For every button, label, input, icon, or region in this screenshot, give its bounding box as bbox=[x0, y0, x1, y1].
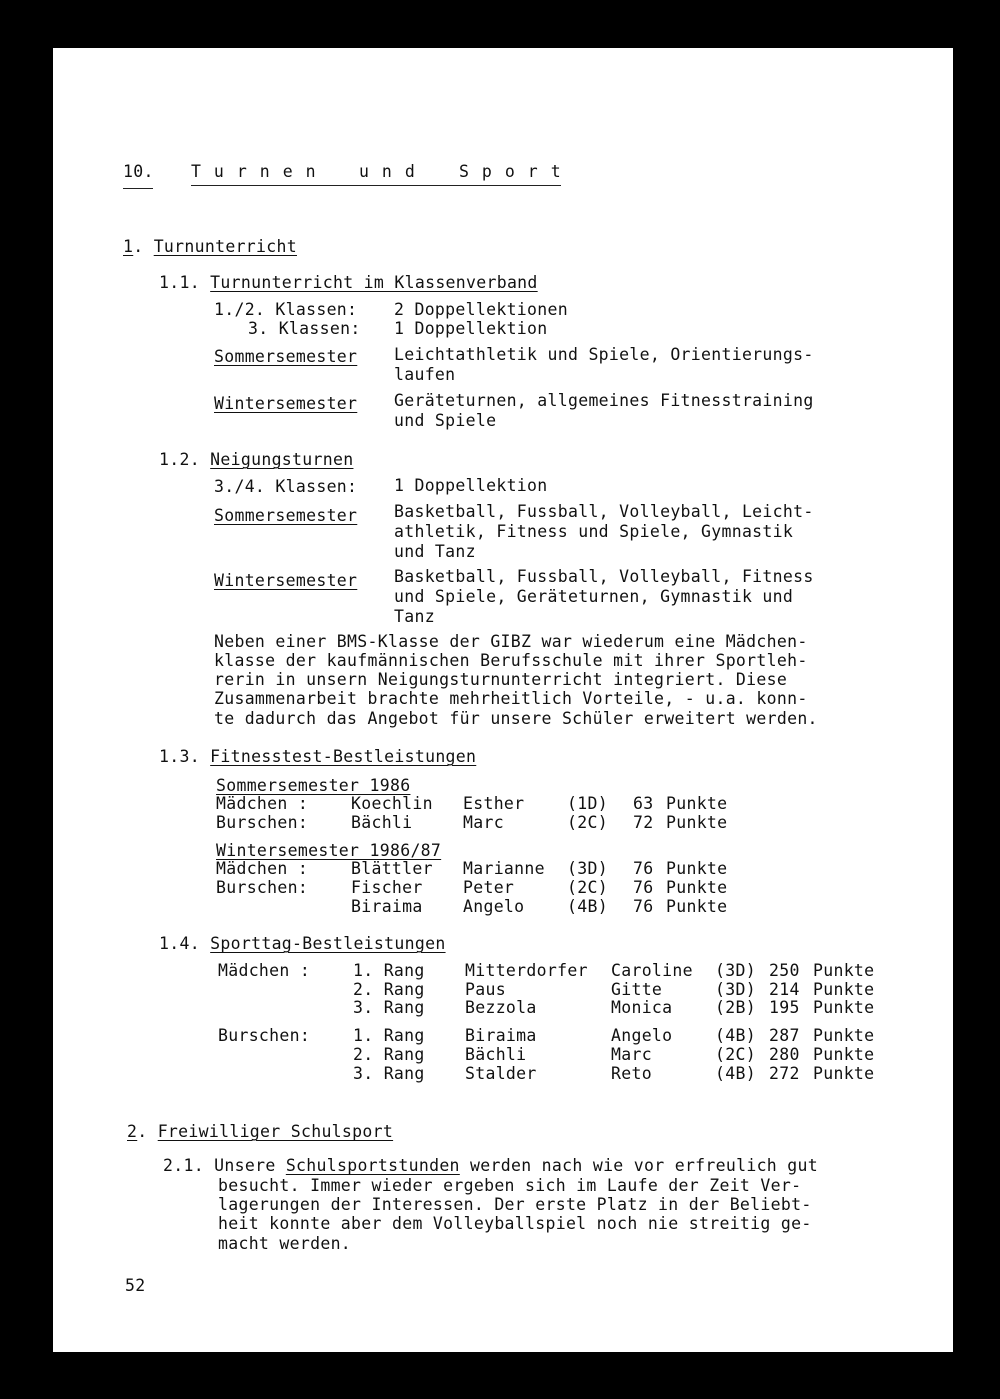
subsection-1-3-heading: Fitnesstest-Bestleistungen bbox=[210, 747, 477, 766]
sporttag-rank-cell: 1. Rang bbox=[353, 961, 425, 980]
fitness-group-cell: Burschen: bbox=[216, 878, 309, 897]
subsection-1-3: 1.3. Fitnesstest-Bestleistungen bbox=[159, 747, 477, 766]
sporttag-unit-cell: Punkte bbox=[813, 1045, 875, 1064]
sporttag-rank-cell: 2. Rang bbox=[353, 980, 425, 999]
fitness-first-cell: Marc bbox=[463, 813, 504, 832]
fitness-name-cell: Blättler bbox=[351, 859, 433, 878]
section-1-heading: Turnunterricht bbox=[153, 237, 297, 256]
value-wintersemester-1-2-line3: Tanz bbox=[394, 607, 435, 626]
sporttag-points-cell: 250 bbox=[769, 961, 800, 980]
paragraph-line-2: klasse der kaufmännischen Berufsschule mit ihrer Sportleh- bbox=[214, 651, 808, 670]
sporttag-name-cell: Paus bbox=[465, 980, 506, 999]
sporttag-points-cell: 280 bbox=[769, 1045, 800, 1064]
section-2-number: 2. Freiwilliger Schulsport bbox=[127, 1122, 394, 1141]
fitness-unit-cell: Punkte bbox=[666, 813, 728, 832]
section-2-heading: Freiwilliger Schulsport bbox=[157, 1122, 394, 1141]
sporttag-first-cell: Caroline bbox=[611, 961, 693, 980]
value-sommersemester-1-2-line1: Basketball, Fussball, Volleyball, Leicht- bbox=[394, 502, 814, 521]
value-wintersemester-1-1-line2: und Spiele bbox=[394, 411, 497, 430]
label-sommersemester-1-2: Sommersemester bbox=[214, 506, 358, 525]
fitness-name-cell: Bächli bbox=[351, 813, 413, 832]
s2-1-line-2: besucht. Immer wieder ergeben sich im Laufe der Zeit Ver- bbox=[218, 1176, 802, 1195]
document-page bbox=[53, 48, 953, 1352]
fitness-class-cell: (1D) bbox=[567, 794, 608, 813]
fitness-first-cell: Angelo bbox=[463, 897, 525, 916]
sporttag-class-cell: (2B) bbox=[715, 998, 756, 1017]
subsection-1-1: 1.1. Turnunterricht im Klassenverband bbox=[159, 273, 538, 292]
fitness-unit-cell: Punkte bbox=[666, 794, 728, 813]
fitness-name-cell: Fischer bbox=[351, 878, 423, 897]
sporttag-unit-cell: Punkte bbox=[813, 980, 875, 999]
sporttag-first-cell: Gitte bbox=[611, 980, 663, 999]
value-wintersemester-1-2-line2: und Spiele, Geräteturnen, Gymnastik und bbox=[394, 587, 794, 606]
fitness-period-2: Wintersemester 1986/87 bbox=[216, 841, 442, 860]
value-klassen-3: 1 Doppellektion bbox=[394, 319, 548, 338]
sporttag-unit-cell: Punkte bbox=[813, 998, 875, 1017]
sporttag-class-cell: (4B) bbox=[715, 1026, 756, 1045]
s2-1-line-5: macht werden. bbox=[218, 1234, 352, 1253]
fitness-first-cell: Esther bbox=[463, 794, 525, 813]
paragraph-line-1: Neben einer BMS-Klasse der GIBZ war wiederum eine Mädchen- bbox=[214, 632, 808, 651]
sporttag-rank-cell: 3. Rang bbox=[353, 998, 425, 1017]
fitness-points-cell: 63 bbox=[633, 794, 654, 813]
chapter-title-word-3: Sport bbox=[459, 162, 574, 181]
sporttag-points-cell: 214 bbox=[769, 980, 800, 999]
paragraph-line-4: Zusammenarbeit brachte mehrheitlich Vorteile, - u.a. konn- bbox=[214, 689, 808, 708]
chapter-number: 10. bbox=[123, 162, 154, 181]
value-wintersemester-1-1-line1: Geräteturnen, allgemeines Fitnesstraining bbox=[394, 391, 814, 410]
fitness-class-cell: (2C) bbox=[567, 878, 608, 897]
label-wintersemester-1-1: Wintersemester bbox=[214, 394, 358, 413]
sporttag-class-cell: (4B) bbox=[715, 1064, 756, 1083]
paragraph-line-3: rerin in unsern Neigungsturnunterricht integriert. Diese bbox=[214, 670, 788, 689]
fitness-class-cell: (4B) bbox=[567, 897, 608, 916]
sporttag-unit-cell: Punkte bbox=[813, 961, 875, 980]
sporttag-name-cell: Bächli bbox=[465, 1045, 527, 1064]
label-sommersemester-1-1: Sommersemester bbox=[214, 347, 358, 366]
fitness-class-cell: (2C) bbox=[567, 813, 608, 832]
sporttag-rank-cell: 1. Rang bbox=[353, 1026, 425, 1045]
s2-1-line-3: lagerungen der Interessen. Der erste Platz in der Beliebt- bbox=[218, 1195, 812, 1214]
fitness-first-cell: Marianne bbox=[463, 859, 545, 878]
fitness-name-cell: Biraima bbox=[351, 897, 423, 916]
fitness-points-cell: 76 bbox=[633, 859, 654, 878]
sporttag-rank-cell: 2. Rang bbox=[353, 1045, 425, 1064]
fitness-unit-cell: Punkte bbox=[666, 878, 728, 897]
paragraph-line-5: te dadurch das Angebot für unsere Schüler erweitert werden. bbox=[214, 709, 818, 728]
chapter-number-underline bbox=[123, 188, 153, 189]
value-wintersemester-1-2-line1: Basketball, Fussball, Volleyball, Fitness bbox=[394, 567, 814, 586]
fitness-points-cell: 76 bbox=[633, 897, 654, 916]
subsection-1-2: 1.2. Neigungsturnen bbox=[159, 450, 354, 469]
fitness-unit-cell: Punkte bbox=[666, 897, 728, 916]
sporttag-group-label: Burschen: bbox=[218, 1026, 311, 1045]
s2-1-line-4: heit konnte aber dem Volleyballspiel noch nie streitig ge- bbox=[218, 1214, 812, 1233]
section-1-number: 1. Turnunterricht bbox=[123, 237, 297, 256]
sporttag-name-cell: Biraima bbox=[465, 1026, 537, 1045]
sporttag-name-cell: Stalder bbox=[465, 1064, 537, 1083]
subsection-2-1: 2.1. Unsere Schulsportstunden werden nach wie vor erfreulich gut bbox=[163, 1156, 818, 1175]
fitness-period-1: Sommersemester 1986 bbox=[216, 776, 411, 795]
fitness-name-cell: Koechlin bbox=[351, 794, 433, 813]
fitness-unit-cell: Punkte bbox=[666, 859, 728, 878]
chapter-title-word-2: und bbox=[359, 162, 428, 181]
fitness-points-cell: 72 bbox=[633, 813, 654, 832]
value-klassen-3-4: 1 Doppellektion bbox=[394, 476, 548, 495]
sporttag-points-cell: 195 bbox=[769, 998, 800, 1017]
sporttag-points-cell: 287 bbox=[769, 1026, 800, 1045]
sporttag-first-cell: Monica bbox=[611, 998, 673, 1017]
label-wintersemester-1-2: Wintersemester bbox=[214, 571, 358, 590]
value-sommersemester-1-2-line2: athletik, Fitness und Spiele, Gymnastik bbox=[394, 522, 794, 541]
sporttag-unit-cell: Punkte bbox=[813, 1026, 875, 1045]
label-klassen-1-2: 1./2. Klassen: bbox=[214, 300, 358, 319]
sporttag-points-cell: 272 bbox=[769, 1064, 800, 1083]
chapter-title-underline bbox=[191, 185, 561, 186]
subsection-1-1-heading: Turnunterricht im Klassenverband bbox=[210, 273, 538, 292]
fitness-group-cell: Mädchen : bbox=[216, 859, 309, 878]
fitness-points-cell: 76 bbox=[633, 878, 654, 897]
label-klassen-3: 3. Klassen: bbox=[248, 319, 361, 338]
page-number: 52 bbox=[125, 1276, 146, 1295]
sporttag-first-cell: Angelo bbox=[611, 1026, 673, 1045]
subsection-1-2-heading: Neigungsturnen bbox=[210, 450, 354, 469]
fitness-group-cell: Burschen: bbox=[216, 813, 309, 832]
fitness-group-cell: Mädchen : bbox=[216, 794, 309, 813]
subsection-1-4-heading: Sporttag-Bestleistungen bbox=[210, 934, 446, 953]
label-klassen-3-4: 3./4. Klassen: bbox=[214, 477, 358, 496]
fitness-first-cell: Peter bbox=[463, 878, 515, 897]
subsection-1-4: 1.4. Sporttag-Bestleistungen bbox=[159, 934, 446, 953]
sporttag-name-cell: Bezzola bbox=[465, 998, 537, 1017]
value-sommersemester-1-2-line3: und Tanz bbox=[394, 542, 476, 561]
value-sommersemester-1-1-line2: laufen bbox=[394, 365, 456, 384]
sporttag-class-cell: (2C) bbox=[715, 1045, 756, 1064]
chapter-title-word-1: Turnen bbox=[191, 162, 329, 181]
fitness-class-cell: (3D) bbox=[567, 859, 608, 878]
sporttag-first-cell: Reto bbox=[611, 1064, 652, 1083]
value-klassen-1-2: 2 Doppellektionen bbox=[394, 300, 568, 319]
sporttag-rank-cell: 3. Rang bbox=[353, 1064, 425, 1083]
value-sommersemester-1-1-line1: Leichtathletik und Spiele, Orientierungs- bbox=[394, 345, 814, 364]
sporttag-class-cell: (3D) bbox=[715, 980, 756, 999]
sporttag-class-cell: (3D) bbox=[715, 961, 756, 980]
sporttag-unit-cell: Punkte bbox=[813, 1064, 875, 1083]
sporttag-first-cell: Marc bbox=[611, 1045, 652, 1064]
sporttag-name-cell: Mitterdorfer bbox=[465, 961, 588, 980]
sporttag-group-label: Mädchen : bbox=[218, 961, 311, 980]
